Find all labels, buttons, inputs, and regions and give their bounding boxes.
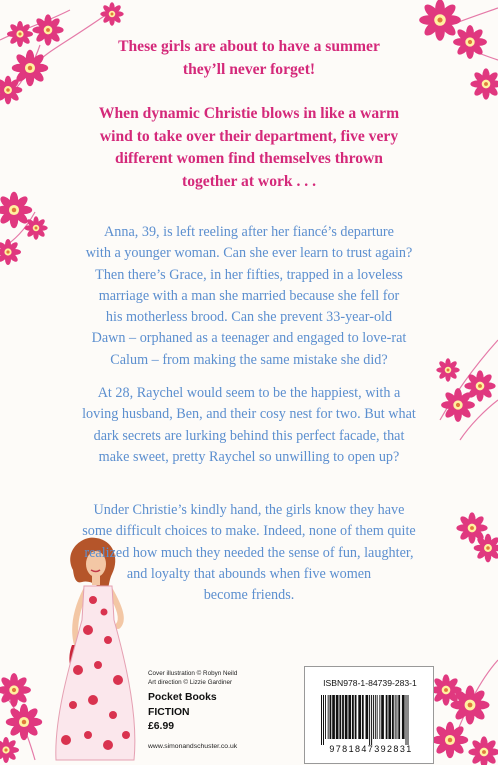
paragraph-line: marriage with a man she married because she fell for <box>98 287 400 304</box>
paragraph-line: Anna, 39, is left reeling after her fiancé’s departure <box>104 224 394 240</box>
publisher-name: Pocket Books <box>148 692 217 703</box>
paragraph-line: his motherless brood. Can she prevent 33-year-old <box>105 309 393 326</box>
illustration-credit: Cover illustration © Robyn Neild <box>148 670 238 677</box>
paragraph-christie <box>40 500 458 606</box>
barcode-number: 9781847392831 <box>329 744 413 754</box>
paragraph-line: some difficult choices to make. Indeed, none of them quite <box>82 523 416 540</box>
credits <box>148 670 240 687</box>
paragraph-raychel <box>40 383 458 468</box>
isbn-label: ISBN978-1-84739-283-1 <box>323 678 417 688</box>
paragraph-line: with a younger woman. Can she ever learn to trust again? <box>85 245 413 262</box>
barcode-icon <box>319 695 419 745</box>
paragraph-line: Calum – from making the same mistake she did? <box>110 351 388 368</box>
intro-line: wind to take over their department, five very <box>99 127 399 145</box>
paragraph-anna-grace-dawn <box>40 222 458 371</box>
paragraph-line: make sweet, pretty Raychel so unwilling to open up? <box>98 448 400 465</box>
headline-line-2: they’ll never forget! <box>182 60 316 78</box>
art-direction-credit: Art direction © Lizzie Gardiner <box>148 678 233 686</box>
paragraph-line: Then there’s Grace, in her fifties, trapped in a loveless <box>95 266 403 283</box>
headline <box>40 36 458 81</box>
paragraph-line: Dawn – orphaned as a teenager and engaged to love-rat <box>91 330 407 347</box>
intro-line: together at work . . . <box>182 172 316 190</box>
website-link[interactable]: www.simonandschuster.co.uk <box>148 743 238 750</box>
paragraph-line: At 28, Raychel would seem to be the happiest, with a <box>97 385 401 401</box>
intro-paragraph <box>40 103 458 193</box>
paragraph-line: loving husband, Ben, and their cosy nest for two. But what <box>82 406 416 423</box>
paragraph-line: and loyalty that abounds when five women <box>126 565 372 582</box>
barcode-box <box>304 666 434 764</box>
publisher-block <box>148 691 248 735</box>
paragraph-line: become friends. <box>203 587 295 604</box>
paragraph-line: dark secrets are lurking behind this perfect facade, that <box>93 427 405 444</box>
category: FICTION <box>148 706 190 718</box>
price: £6.99 <box>148 721 175 732</box>
intro-line: different women find themselves thrown <box>115 150 383 167</box>
paragraph-line: Under Christie’s kindly hand, the girls know they have <box>93 502 405 518</box>
headline-line-1: These girls are about to have a summer <box>118 38 380 55</box>
paragraph-line: realized how much they needed the sense of fun, laughter, <box>84 544 414 561</box>
intro-line: When dynamic Christie blows in like a warm <box>98 105 400 122</box>
